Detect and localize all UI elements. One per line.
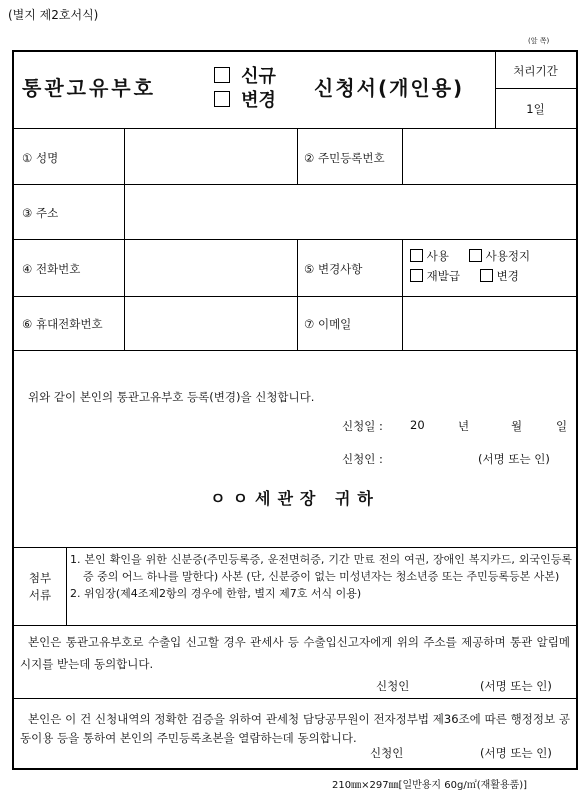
change-option-use[interactable] bbox=[410, 248, 449, 264]
form-number-label: (별지 제2호서식) bbox=[8, 8, 99, 22]
phone-input[interactable] bbox=[125, 240, 297, 296]
mobile-input[interactable] bbox=[125, 297, 297, 350]
change-option-suspend[interactable] bbox=[469, 248, 530, 264]
attachments-list bbox=[70, 551, 572, 602]
form-title-suffix: 신청서(개인용) bbox=[314, 76, 465, 100]
consent-verification-signature: (서명 또는 인) bbox=[480, 746, 552, 760]
reissue-checkbox[interactable] bbox=[410, 269, 423, 282]
processing-period-label: 처리기간 bbox=[513, 64, 558, 78]
consent-address-text: 본인은 통관고유부호로 수출입 신고할 경우 관세사 등 수출입신고자에게 위의 주소를 제공하며 통관 알림메시지를 받는데 동의합니다. bbox=[20, 635, 570, 671]
date-label: 신청일 : bbox=[342, 419, 383, 433]
front-page-label: (앞 쪽) bbox=[528, 37, 550, 45]
address-label: ③ 주소 bbox=[22, 206, 59, 220]
modify-label: 변경 bbox=[496, 269, 519, 283]
change-option-reissue[interactable] bbox=[410, 268, 460, 284]
suspend-label: 사용정지 bbox=[485, 249, 531, 263]
consent-address-signature: (서명 또는 인) bbox=[480, 679, 552, 693]
recipient: ㅇㅇ세관장 귀하 bbox=[210, 489, 380, 508]
declaration-text: 위와 같이 본인의 통관고유부호 등록(변경)을 신청합니다. bbox=[28, 390, 315, 404]
day-unit: 일 bbox=[556, 419, 568, 433]
change-checkbox[interactable] bbox=[214, 91, 230, 107]
consent-verification-text: 본인은 이 건 신청내역의 정확한 검증을 위하여 관세청 담당공무원이 전자정부법 제36조에 따른 행정정보 공동이용 등을 통하여 본인의 주민등록초본을 열람하는데 동의합니다. bbox=[20, 712, 570, 745]
modify-checkbox[interactable] bbox=[480, 269, 493, 282]
use-checkbox[interactable] bbox=[410, 249, 423, 262]
application-form bbox=[12, 50, 578, 770]
option-new bbox=[214, 62, 276, 88]
applicant-label: 신청인 : bbox=[342, 452, 383, 466]
mobile-label: ⑥ 휴대전화번호 bbox=[22, 317, 103, 331]
address-input[interactable] bbox=[125, 185, 576, 239]
processing-period-value: 1일 bbox=[526, 102, 545, 116]
paper-spec: 210㎜×297㎜[일반용지 60g/㎡(재활용품)] bbox=[332, 780, 528, 791]
use-label: 사용 bbox=[426, 249, 449, 263]
option-change bbox=[214, 86, 276, 112]
form-title: 통관고유부호 bbox=[22, 76, 156, 100]
name-label: ① 성명 bbox=[22, 151, 59, 165]
month-unit: 월 bbox=[511, 419, 523, 433]
year-prefix: 20 bbox=[410, 418, 425, 432]
signature-note: (서명 또는 인) bbox=[478, 452, 550, 466]
attachments-label-line2: 서류 bbox=[28, 588, 52, 602]
attachments-label-line1: 첨부 bbox=[28, 571, 52, 585]
reissue-label: 재발급 bbox=[426, 269, 460, 283]
changes-label: ⑤ 변경사항 bbox=[304, 262, 363, 276]
change-option-modify[interactable] bbox=[480, 268, 519, 284]
name-input[interactable] bbox=[125, 129, 297, 184]
option-new-label: 신규 bbox=[241, 66, 276, 87]
new-checkbox[interactable] bbox=[214, 67, 230, 83]
phone-label: ④ 전화번호 bbox=[22, 262, 81, 276]
year-unit: 년 bbox=[458, 419, 470, 433]
attachments-label bbox=[14, 570, 66, 604]
attachment-item-1: 1. 본인 확인을 위한 신분증(주민등록증, 운전면허증, 기간 만료 전의 여권, 장애인 복지카드, 외국인등록증 중의 어느 하나를 말한다) 사본 (단, 신분증이 없는 미성년자는 청소년증 또는 주민등록등본 사본) bbox=[70, 553, 572, 583]
email-input[interactable] bbox=[403, 297, 576, 350]
consent-verification-applicant: 신청인 bbox=[370, 746, 404, 760]
option-change-label: 변경 bbox=[241, 90, 276, 111]
suspend-checkbox[interactable] bbox=[469, 249, 482, 262]
resident-number-input[interactable] bbox=[403, 129, 576, 184]
resident-number-label: ② 주민등록번호 bbox=[304, 151, 385, 165]
attachment-item-2: 2. 위임장(제4조제2항의 경우에 한함, 별지 제7호 서식 이용) bbox=[70, 587, 362, 600]
consent-address-applicant: 신청인 bbox=[376, 679, 410, 693]
email-label: ⑦ 이메일 bbox=[304, 317, 352, 331]
